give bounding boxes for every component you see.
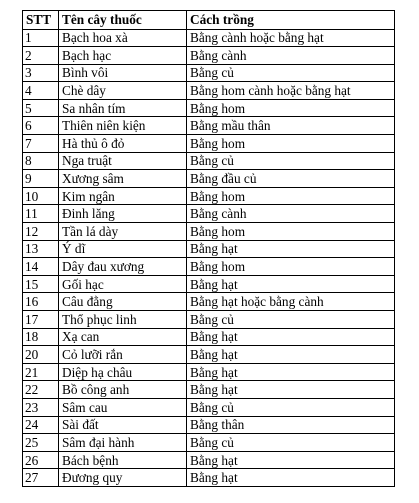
row-plant-name: Đinh lăng xyxy=(59,205,187,223)
row-cultivation-method: Bằng hom xyxy=(187,135,395,153)
header-stt: STT xyxy=(23,11,59,30)
row-stt: 16 xyxy=(23,293,59,311)
medicinal-plants-table xyxy=(22,10,395,487)
row-plant-name: Diệp hạ châu xyxy=(59,363,187,381)
row-cultivation-method: Bằng hom cành hoặc bằng hạt xyxy=(187,82,395,100)
row-cultivation-method: Bằng hạt xyxy=(187,275,395,293)
table-row xyxy=(23,82,395,100)
header-row xyxy=(23,11,395,30)
medicinal-plants-table-container xyxy=(22,10,395,487)
table-row xyxy=(23,117,395,135)
row-stt: 9 xyxy=(23,170,59,188)
row-plant-name: Bồ công anh xyxy=(59,381,187,399)
row-stt: 2 xyxy=(23,47,59,65)
row-plant-name: Đương quy xyxy=(59,469,187,487)
row-cultivation-method: Bằng hạt hoặc bằng cành xyxy=(187,293,395,311)
row-cultivation-method: Bằng hom xyxy=(187,187,395,205)
row-stt: 5 xyxy=(23,99,59,117)
table-row xyxy=(23,99,395,117)
row-cultivation-method: Bằng cành hoặc bằng hạt xyxy=(187,29,395,47)
table-row xyxy=(23,258,395,276)
row-plant-name: Sa nhân tím xyxy=(59,99,187,117)
row-stt: 10 xyxy=(23,187,59,205)
row-stt: 12 xyxy=(23,223,59,241)
row-cultivation-method: Bằng đầu củ xyxy=(187,170,395,188)
row-plant-name: Thổ phục linh xyxy=(59,311,187,329)
row-cultivation-method: Bằng hạt xyxy=(187,469,395,487)
table-row xyxy=(23,451,395,469)
table-row xyxy=(23,363,395,381)
row-stt: 14 xyxy=(23,258,59,276)
table-row xyxy=(23,240,395,258)
row-cultivation-method: Bằng củ xyxy=(187,434,395,452)
row-plant-name: Xạ can xyxy=(59,328,187,346)
row-stt: 8 xyxy=(23,152,59,170)
row-stt: 15 xyxy=(23,275,59,293)
table-row xyxy=(23,416,395,434)
row-plant-name: Chè dây xyxy=(59,82,187,100)
table-row xyxy=(23,135,395,153)
row-cultivation-method: Bằng hạt xyxy=(187,381,395,399)
row-plant-name: Bình vôi xyxy=(59,64,187,82)
row-plant-name: Gối hạc xyxy=(59,275,187,293)
row-plant-name: Bách bệnh xyxy=(59,451,187,469)
row-cultivation-method: Bằng củ xyxy=(187,311,395,329)
row-cultivation-method: Bằng thân xyxy=(187,416,395,434)
row-stt: 13 xyxy=(23,240,59,258)
row-plant-name: Ý dĩ xyxy=(59,240,187,258)
row-plant-name: Kim ngân xyxy=(59,187,187,205)
row-cultivation-method: Bằng hạt xyxy=(187,363,395,381)
row-plant-name: Câu đằng xyxy=(59,293,187,311)
row-plant-name: Dây đau xương xyxy=(59,258,187,276)
row-cultivation-method: Bằng cành xyxy=(187,47,395,65)
table-row xyxy=(23,293,395,311)
header-plant-name: Tên cây thuốc xyxy=(59,11,187,30)
header-cultivation-method: Cách trồng xyxy=(187,11,395,30)
row-cultivation-method: Bằng hạt xyxy=(187,451,395,469)
row-stt: 11 xyxy=(23,205,59,223)
row-cultivation-method: Bằng mầu thân xyxy=(187,117,395,135)
table-row xyxy=(23,64,395,82)
row-plant-name: Nga truật xyxy=(59,152,187,170)
row-plant-name: Cỏ lưỡi rắn xyxy=(59,346,187,364)
row-plant-name: Xương sâm xyxy=(59,170,187,188)
row-stt: 20 xyxy=(23,346,59,364)
table-row xyxy=(23,434,395,452)
table-row xyxy=(23,346,395,364)
row-stt: 22 xyxy=(23,381,59,399)
row-plant-name: Hà thủ ô đỏ xyxy=(59,135,187,153)
row-stt: 21 xyxy=(23,363,59,381)
table-row xyxy=(23,469,395,487)
row-stt: 25 xyxy=(23,434,59,452)
row-cultivation-method: Bằng hạt xyxy=(187,240,395,258)
row-plant-name: Bạch hoa xà xyxy=(59,29,187,47)
table-row xyxy=(23,398,395,416)
table-row xyxy=(23,29,395,47)
table-row xyxy=(23,47,395,65)
table-row xyxy=(23,187,395,205)
table-row xyxy=(23,223,395,241)
row-plant-name: Tần lá dày xyxy=(59,223,187,241)
table-row xyxy=(23,275,395,293)
row-stt: 24 xyxy=(23,416,59,434)
row-plant-name: Sâm cau xyxy=(59,398,187,416)
row-stt: 3 xyxy=(23,64,59,82)
row-cultivation-method: Bằng củ xyxy=(187,152,395,170)
row-cultivation-method: Bằng hạt xyxy=(187,346,395,364)
table-row xyxy=(23,311,395,329)
row-cultivation-method: Bằng củ xyxy=(187,64,395,82)
row-stt: 27 xyxy=(23,469,59,487)
row-stt: 6 xyxy=(23,117,59,135)
row-stt: 23 xyxy=(23,398,59,416)
row-cultivation-method: Bằng hom xyxy=(187,99,395,117)
row-cultivation-method: Bằng hom xyxy=(187,223,395,241)
row-plant-name: Thiên niên kiện xyxy=(59,117,187,135)
row-cultivation-method: Bằng hom xyxy=(187,258,395,276)
row-stt: 1 xyxy=(23,29,59,47)
table-row xyxy=(23,381,395,399)
row-stt: 4 xyxy=(23,82,59,100)
row-cultivation-method: Bằng củ xyxy=(187,398,395,416)
table-row xyxy=(23,170,395,188)
row-cultivation-method: Bằng cành xyxy=(187,205,395,223)
table-row xyxy=(23,152,395,170)
row-cultivation-method: Bằng hạt xyxy=(187,328,395,346)
row-stt: 17 xyxy=(23,311,59,329)
row-stt: 7 xyxy=(23,135,59,153)
row-stt: 18 xyxy=(23,328,59,346)
row-plant-name: Bạch hạc xyxy=(59,47,187,65)
row-plant-name: Sài đất xyxy=(59,416,187,434)
table-row xyxy=(23,205,395,223)
row-plant-name: Sâm đại hành xyxy=(59,434,187,452)
row-stt: 26 xyxy=(23,451,59,469)
table-header xyxy=(23,11,395,30)
table-row xyxy=(23,328,395,346)
table-body xyxy=(23,29,395,486)
